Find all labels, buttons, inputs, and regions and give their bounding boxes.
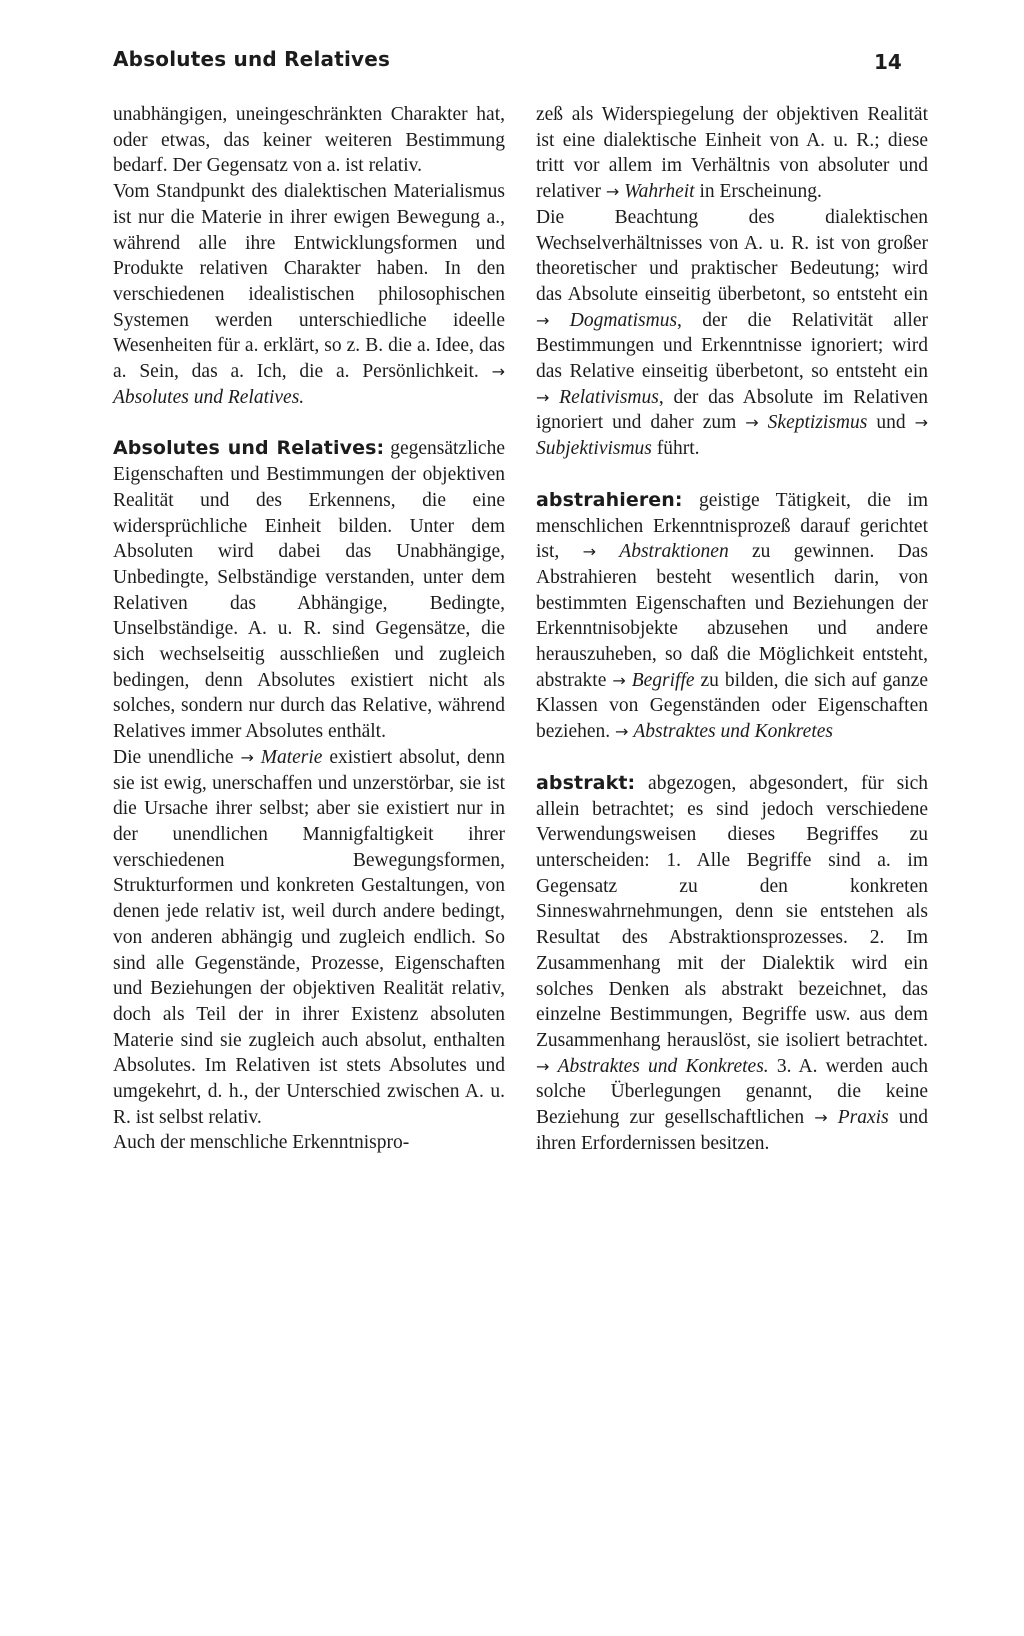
cross-reference: Abstraktes und Konkretes. [557,1055,769,1077]
entry-headword: Absolutes und Relatives: [113,437,385,460]
paragraph: zeß als Widerspiegelung der objektiven Realität ist eine dialektische Einheit von A. u. R.; diese tritt vor allem im Verhältnis von absoluter und relativer → Wahrheit in Erscheinung. [536,104,928,203]
page-number: 14 [874,50,902,74]
cross-reference-arrow-icon: → [240,747,254,767]
paragraph: Vom Standpunkt des dialektischen Materialismus ist nur die Materie in ihrer ewigen Bewegung a., während alle ihre Entwicklungsformen und Produkte relativen Charakter haben. In den verschiedenen idealistischen philosophischen Systemen werden unterschiedliche ideelle Wesenheiten für a. erklärt, so z. B. die a. Idee, das a. Sein, das a. Ich, die a. Persönlichkeit. → Absolutes und Relatives. [113,181,505,408]
dictionary-entry: Absolutes und Relatives: gegensätzliche Eigenschaften und Bestimmungen der objektiven Realität und des Erkennens, die eine widersprüchliche Einheit bilden. Unter dem Absoluten wird dabei das Unabhängige, Unbedingte, Selbständige verstanden, unter dem Relativen das Abhängige, Bedingte, Unselbständige. A. u. R. sind Gegensätze, die sich wechselseitig ausschließen und zugleich bedingen, denn Absolutes existiert nicht als solches, sondern nur durch das Relative, während Relatives immer Absolutes enthält. [113,437,505,743]
cross-reference: Abstraktes und Konkretes [633,721,833,743]
dictionary-entry: abstrakt: abgezogen, abgesondert, für sich allein betrachtet; es sind jedoch verschiedene Verwendungsweisen dieses Begriffes zu unterscheiden: 1. Alle Begriffe sind a. im Gegensatz zu den konkreten Sinneswahrnehmungen, denn sie entstehen als Resultat des Abstraktionsprozesses. 2. Im Zusammenhang mit der Dialektik wird ein solches Denken als abstrakt bezeichnet, das einzelne Bestimmungen, Begriffe usw. aus dem Zusammenhang herauslöst, sie isoliert betrachtet. → Abstraktes und Konkretes. 3. A. werden auch solche Überlegungen genannt, die keine Beziehung zur gesellschaftlichen → Praxis und ihren Erfordernissen besitzen. [536,771,929,1154]
cross-reference-arrow-icon: → [491,362,505,382]
cross-reference: Praxis [837,1107,889,1129]
cross-reference: Begriffe [631,669,695,691]
cross-reference: Skeptizismus [767,412,868,434]
paragraph: Auch der menschliche Erkenntnispro- [113,1132,410,1154]
paragraph: Die unendliche → Materie existiert absolut, denn sie ist ewig, unerschaffen und unzerstörbar, sie ist die Ursache ihrer selbst; aber sie existiert nur in der unendlichen Mannigfaltigkeit ihrer verschiedenen Bewegungsformen, Strukturformen und konkreten Gestaltungen, von denen jede relativ ist, weil durch andere bedingt, von anderen abhängig und zugleich endlich. So sind alle Gegenstände, Prozesse, Eigenschaften und Beziehungen der objektiven Realität relativ, doch als Teil der in ihrer Existenz absoluten Materie sind sie zugleich auch absolut, enthalten Absolutes. Im Relativen ist stets Absolutes und umgekehrt, d. h., der Unterschied zwischen A. u. R. ist selbst relativ. [113,746,505,1128]
paragraph: unabhängigen, uneingeschränkten Charakter hat, oder etwas, das keiner weiteren Bestimmung bedarf. Der Gegensatz von a. ist relativ. [113,104,505,177]
cross-reference-arrow-icon: → [914,413,928,433]
cross-reference: Absolutes und Relatives. [113,386,305,408]
right-column [536,102,928,1156]
paragraph: Die Beachtung des dialektischen Wechselverhältnisses von A. u. R. ist von großer theoretischer und praktischer Bedeutung; wird das Absolute einseitig überbetont, so entsteht ein → Dogmatismus, der die Relativität aller Bestimmungen und Erkenntnisse ignoriert; wird das Relative einseitig überbetont, so entsteht ein → Relativismus, der das Absolute im Relativen ignoriert und daher zum → Skeptizismus und → Subjektivismus führt. [536,206,929,460]
cross-reference-arrow-icon: → [536,387,550,407]
cross-reference-arrow-icon: → [536,1056,550,1076]
left-column [113,102,505,1156]
entry-headword: abstrakt: [536,771,636,794]
cross-reference-arrow-icon: → [745,413,759,433]
entry-headword: abstrahieren: [536,488,683,511]
dictionary-entry: abstrahieren: geistige Tätigkeit, die im menschlichen Erkenntnisprozeß darauf gerichtet ist, → Abstraktionen zu gewinnen. Das Abstrahieren besteht wesentlich darin, von bestimmten Eigenschaften und Beziehungen der Erkenntnisobjekte abzusehen und andere herauszuheben, so daß die Möglichkeit entsteht, abstrakte → Begriffe zu bilden, die sich auf ganze Klassen von Gegenständen oder Eigenschaften beziehen. → Abstraktes und Konkretes [536,488,928,743]
cross-reference-arrow-icon: → [536,310,550,330]
cross-reference: Subjektivismus [536,438,652,460]
cross-reference: Abstraktionen [619,541,729,563]
cross-reference: Dogmatismus [569,309,678,331]
cross-reference: Wahrheit [624,181,695,203]
cross-reference-arrow-icon: → [605,182,620,202]
cross-reference-arrow-icon: → [615,722,629,742]
cross-reference: Relativismus [559,386,659,408]
running-head: Absolutes und Relatives [113,47,391,71]
cross-reference: Materie [260,746,323,768]
cross-reference-arrow-icon: → [814,1108,828,1128]
cross-reference-arrow-icon: → [582,542,596,562]
cross-reference-arrow-icon: → [612,670,626,690]
